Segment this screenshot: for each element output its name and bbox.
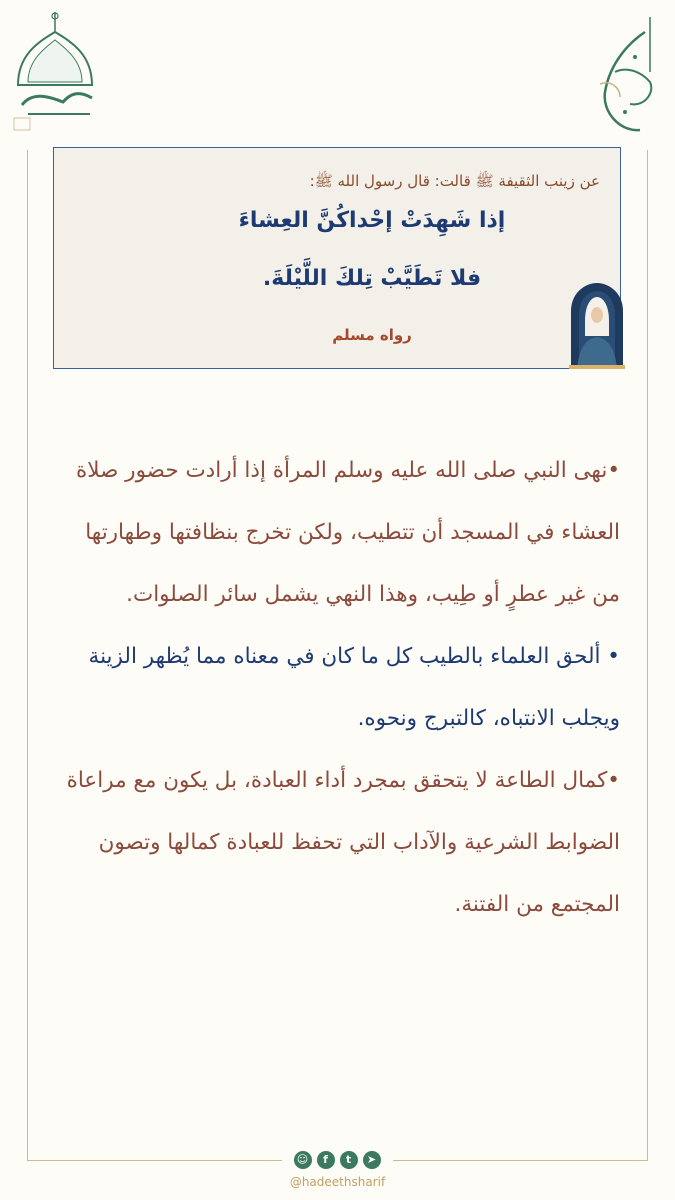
hadith-source: رواه مسلم [332, 326, 412, 344]
social-handle[interactable]: @hadeethsharif [289, 1175, 386, 1189]
calligraphy-logo-icon [590, 12, 665, 137]
bullet-item-1: •نهى النبي صلى الله عليه وسلم المرأة إذا أرادت حضور صلاة العشاء في المسجد أن تتطيب، ولكن تخرج بنظافتها وطهارتها من غير عطرٍ أو طِيب، وهذا النهي يشمل سائر الصلوات. [76, 458, 620, 607]
narrator-line: عن زينب الثقيفة ﷺ قالت: قال رسول الله ﷺ: [309, 172, 600, 190]
hadith-quote-box [53, 147, 621, 369]
facebook-icon[interactable]: f [317, 1151, 335, 1169]
frame-bottom-right-border [393, 1160, 648, 1161]
praying-woman-icon [567, 281, 627, 369]
hadith-text-line-2: فلا تَطَيَّبْ تِلكَ اللَّيْلَةَ. [262, 266, 482, 291]
hadith-text-line-1: إذا شَهِدَتْ إحْداكُنَّ العِشاءَ [238, 208, 506, 233]
frame-bottom-left-border [27, 1160, 282, 1161]
bullet-item-2: • ألحق العلماء بالطيب كل ما كان في معناه مما يُظهر الزينة ويجلب الانتباه، كالتبرج ونحوه. [88, 644, 620, 731]
twitter-icon[interactable]: t [340, 1151, 358, 1169]
bullet-item-3: •كمال الطاعة لا يتحقق بمجرد أداء العبادة، بل يكون مع مراعاة الضوابط الشرعية والآداب التي تحفظ للعبادة كمالها وتصون المجتمع من الفتنة. [66, 768, 620, 917]
frame-right-border [647, 150, 648, 1160]
frame-left-border [27, 150, 28, 1160]
snapchat-icon[interactable]: ☺ [294, 1151, 312, 1169]
telegram-icon[interactable]: ➤ [363, 1151, 381, 1169]
explanation-bullets [60, 440, 620, 936]
mosque-dome-logo-icon [8, 10, 108, 135]
social-links [282, 1151, 392, 1175]
